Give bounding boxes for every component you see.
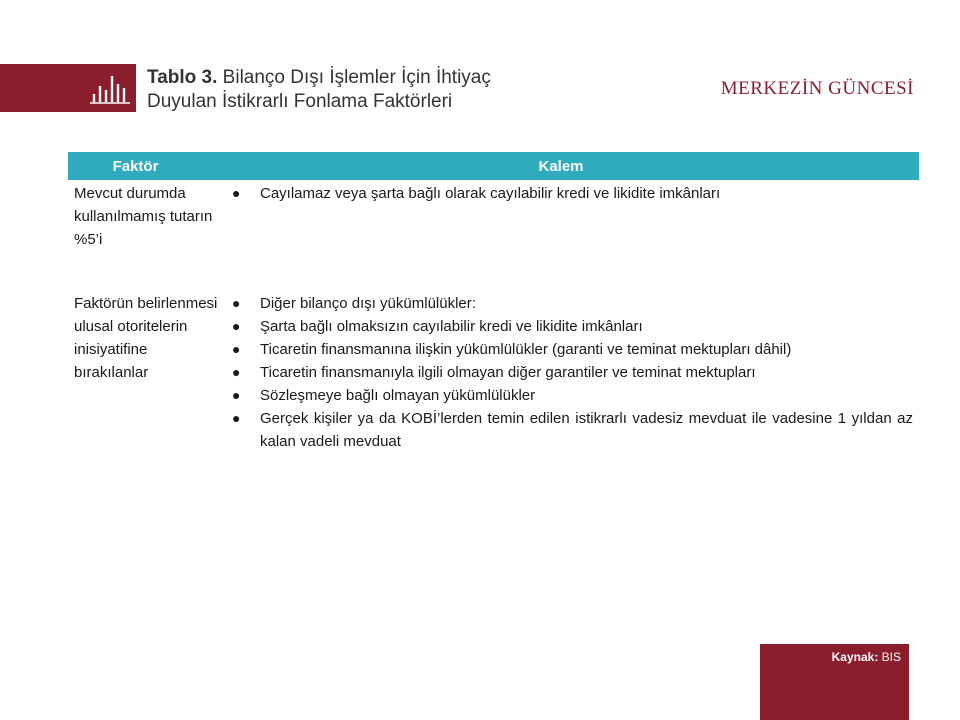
list-item [218, 182, 919, 205]
column-header-item: Kalem [538, 157, 584, 175]
list-item-text: Ticaretin finansmanıyla ilgili olmayan diğer garantiler ve teminat mektupları [260, 364, 756, 381]
bullet-icon: ● [232, 318, 241, 334]
table-header [68, 152, 919, 180]
source-box [760, 644, 909, 720]
list-item-text: Şarta bağlı olmaksızın cayılabilir kredi ve likidite imkânları [260, 318, 643, 335]
list-item [218, 315, 919, 338]
title-line2: Duyulan İstikrarlı Fonlama Faktörleri [147, 91, 453, 112]
source-value: BIS [878, 650, 901, 664]
factor-cell: Faktörün belirlenmesi ulusal otoritelerin inisiyatifine bırakılanlar [74, 295, 218, 381]
list-item-text: Gerçek kişiler ya da KOBİ’lerden temin edilen istikrarlı vadesiz mevduat ile vadesine 1 yıldan az kalan vadeli mevduat [260, 410, 913, 450]
list-item-text: Cayılamaz veya şarta bağlı olarak cayılabilir kredi ve likidite imkânları [260, 185, 721, 202]
brand-logo-text: MERKEZİN GÜNCESİ [720, 78, 914, 99]
items-cell [218, 180, 919, 290]
source-label: Kaynak: [831, 650, 879, 664]
list-item-text: Diğer bilanço dışı yükümlülükler: [260, 295, 476, 312]
items-cell [218, 290, 919, 450]
bullet-icon: ● [232, 410, 241, 426]
bullet-icon: ● [232, 341, 241, 357]
list-item [218, 292, 919, 315]
table-row [68, 180, 919, 290]
source-note [832, 650, 901, 664]
list-item-text: Ticaretin finansmanına ilişkin yükümlülükler (garanti ve teminat mektupları dâhil) [260, 341, 792, 358]
bullet-icon: ● [232, 364, 241, 380]
bullet-icon: ● [232, 295, 241, 311]
list-item [218, 338, 919, 361]
page-title [147, 66, 567, 114]
bullet-icon: ● [232, 387, 241, 403]
bullet-icon: ● [232, 185, 241, 201]
list-item [218, 361, 919, 384]
list-item [218, 407, 919, 453]
table-row [68, 290, 919, 450]
list-item [218, 384, 919, 407]
title-rest: Bilanço Dışı İşlemler İçin İhtiyaç [217, 67, 491, 88]
list-item-text: Sözleşmeye bağlı olmayan yükümlülükler [260, 387, 536, 404]
factor-table [68, 152, 919, 450]
factor-cell: Mevcut durumda kullanılmamış tutarın %5’i [74, 185, 213, 248]
bar-chart-icon [90, 74, 130, 104]
column-header-factor: Faktör [112, 157, 159, 175]
title-bold: Tablo 3. [147, 67, 218, 88]
